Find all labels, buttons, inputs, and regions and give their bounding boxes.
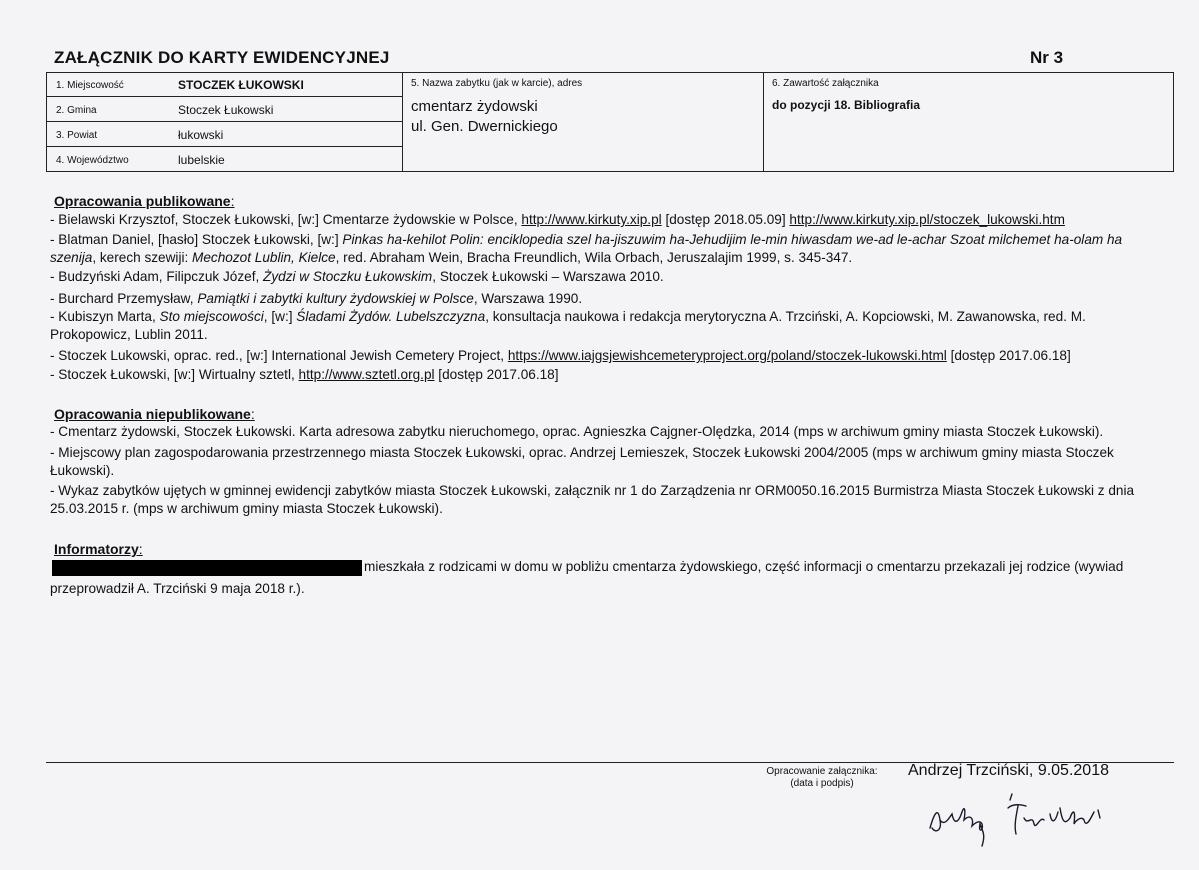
unpublished-item: - Wykaz zabytków ujętych w gminnej ewidencji zabytków miasta Stoczek Łukowski, załącznik nr 1 do Zarządzenia nr ORM0050.16.2015 Burmistrza Miasta Stoczek Łukowski z dnia 25.03.2015 r. (mps w archiwum gminy miasta Stoczek Łukowski).: [50, 483, 1135, 516]
redacted-name-bar: [52, 560, 362, 576]
field-4-label: 4. Województwo: [56, 155, 129, 166]
link[interactable]: http://www.sztetl.org.pl: [298, 367, 435, 382]
field-5-value-address: ul. Gen. Dwernickiego: [411, 118, 558, 135]
field-4-value: lubelskie: [178, 153, 225, 167]
field-5-label: 5. Nazwa zabytku (jak w karcie), adres: [411, 78, 583, 89]
informants-heading: Informatorzy:: [54, 541, 143, 557]
published-item: - Stoczek Łukowski, [w:] Wirtualny sztetl, http://www.sztetl.org.pl [dostęp 2017.06.18]: [50, 367, 559, 382]
field-6-value: do pozycji 18. Bibliografia: [772, 98, 921, 112]
field-2-value: Stoczek Łukowski: [178, 103, 274, 117]
link[interactable]: http://www.kirkuty.xip.pl/stoczek_lukowski.htm: [789, 212, 1065, 227]
table-bottom-border: [46, 171, 1174, 172]
informant-text-continued: przeprowadził A. Trzciński 9 maja 2018 r.).: [50, 581, 305, 596]
document-title: ZAŁĄCZNIK DO KARTY EWIDENCYJNEJ: [54, 48, 390, 67]
table-top-border: [46, 72, 1174, 73]
unpublished-item: - Cmentarz żydowski, Stoczek Łukowski. Karta adresowa zabytku nieruchomego, oprac. Agnieszka Cajgner-Olędzka, 2014 (mps w archiwum gminy miasta Stoczek Łukowski).: [50, 424, 1104, 439]
published-item: - Burchard Przemysław, Pamiątki i zabytki kultury żydowskiej w Polsce, Warszawa 1990.: [50, 291, 583, 306]
table-row-divider: [46, 146, 402, 147]
informant-text: mieszkała z rodzicami w domu w pobliżu cmentarza żydowskiego, część informacji o cmentarzu przekazali jej rodzice (wywiad: [364, 559, 1124, 574]
table-column-divider: [763, 72, 764, 171]
link[interactable]: https://www.iajgsjewishcemeteryproject.org/poland/stoczek-lukowski.html: [507, 348, 947, 363]
table-row-divider: [46, 121, 402, 122]
footer-label: Opracowanie załącznika: (data i podpis): [766, 766, 878, 789]
table-column-divider: [402, 72, 403, 171]
published-heading: Opracowania publikowane:: [54, 193, 235, 209]
author-date: Andrzej Trzciński, 9.05.2018: [908, 762, 1109, 779]
field-2-label: 2. Gmina: [56, 105, 97, 116]
field-5-value-name: cmentarz żydowski: [411, 98, 538, 115]
published-item: - Bielawski Krzysztof, Stoczek Łukowski, [w:] Cmentarze żydowskie w Polsce, http://www.kirkuty.xip.pl [dostęp 2018.05.09] http://www.kirkuty.xip.pl/stoczek_lukowski.htm: [50, 212, 1065, 227]
table-left-border: [46, 72, 47, 171]
published-item: - Budzyński Adam, Filipczuk Józef, Żydzi w Stoczku Łukowskim, Stoczek Łukowski – Warszawa 2010.: [50, 269, 664, 284]
field-3-label: 3. Powiat: [56, 130, 98, 141]
field-1-label: 1. Miejscowość: [56, 80, 124, 91]
unpublished-item: - Miejscowy plan zagospodarowania przestrzennego miasta Stoczek Łukowski, oprac. Andrzej Lemieszek, Stoczek Łukowski 2004/2005 (mps w archiwum gminy miasta Stoczek Łukowski).: [50, 445, 1114, 478]
signature-image: [920, 790, 1150, 850]
published-item: - Blatman Daniel, [hasło] Stoczek Łukowski, [w:] Pinkas ha-kehilot Polin: enciklopedia szel ha-jiszuwim ha-Jehudijim le-min hiwasdam we-ad le-achar Szoat milchemet ha-olam ha szenija, kerech szewiji: Mechozot Lublin, Kielce, red. Abraham Wein, Bracha Freundlich, Wila Orbach, Jeruszalajim 1999, s. 345-347.: [50, 232, 1123, 265]
document-number: Nr 3: [1030, 48, 1064, 67]
published-item: - Kubiszyn Marta, Sto miejscowości, [w:] Śladami Żydów. Lubelszczyzna, konsultacja naukowa i redakcja merytoryczna A. Trzciński, A. Kopciowski, M. Zawanowska, red. M. Prokopowicz, Lublin 2011.: [50, 309, 1086, 342]
field-3-value: łukowski: [178, 128, 224, 142]
published-item: - Stoczek Lukowski, oprac. red., [w:] International Jewish Cemetery Project, https://www.iajgsjewishcemeteryproject.org/poland/stoczek-lukowski.html [dostęp 2017.06.18]: [50, 348, 1071, 363]
table-row-divider: [46, 96, 402, 97]
link[interactable]: http://www.kirkuty.xip.pl: [521, 212, 662, 227]
field-6-label: 6. Zawartość załącznika: [772, 78, 879, 89]
table-right-border: [1173, 72, 1174, 171]
field-1-value: STOCZEK ŁUKOWSKI: [178, 78, 304, 92]
unpublished-heading: Opracowania niepublikowane:: [54, 406, 255, 422]
